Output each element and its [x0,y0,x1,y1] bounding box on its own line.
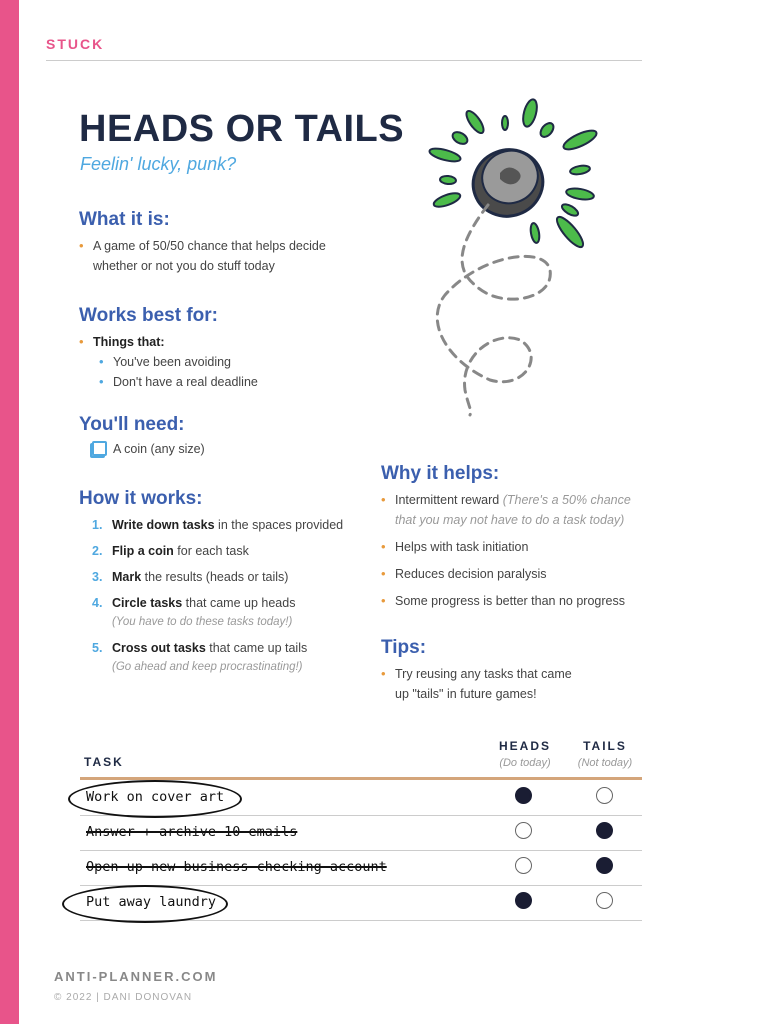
heads-marker-empty[interactable] [515,857,532,874]
step-bold: Cross out tasks [112,641,206,655]
works-best-for-heading: Works best for: [79,305,219,326]
footer-site: ANTI-PLANNER.COM [54,969,218,984]
tails-column-header: TAILS [583,739,627,753]
task-text: Open up new business checking account [86,859,387,875]
tails-marker-empty[interactable] [596,892,613,909]
how-it-works-heading: How it works: [79,488,203,509]
list-item [79,332,339,392]
step-bold: Mark [112,570,142,584]
step-item [92,516,343,535]
reason-note: (There's a 50% chance that you may not have to do a task today) [395,493,631,527]
tails-marker-filled[interactable] [596,857,613,874]
page-title: HEADS OR TAILS [79,108,405,150]
tips-list [381,664,581,704]
step-item [92,639,343,677]
supply-label: A coin (any size) [113,441,205,456]
step-number: 5. [92,641,103,655]
why-it-helps-heading: Why it helps: [381,463,500,484]
step-number: 4. [92,596,103,610]
heads-column-subheader: (Do today) [499,757,551,769]
header-divider [46,60,642,61]
coin-icon [464,140,552,226]
list-lead: Things that: [93,335,165,349]
heads-column-header: HEADS [498,739,551,753]
tips-heading: Tips: [381,637,427,658]
step-number: 3. [92,570,103,584]
checkbox-icon [92,441,107,456]
why-it-helps-list [381,490,631,611]
task-text: Put away laundry [86,894,217,910]
supply-item [92,441,205,456]
list-item: • Try reusing any tasks that came up "tails" in future games! [381,664,581,704]
step-number: 1. [92,518,103,532]
heads-marker-filled[interactable] [515,787,532,804]
tails-column-subheader: (Not today) [577,757,633,769]
reason-text: Intermittent reward [395,493,503,507]
footer-copyright: © 2022 | DANI DONOVAN [54,992,193,1003]
sub-list [93,352,339,392]
list-item: • Some progress is better than no progress [381,591,631,611]
step-note: (Go ahead and keep procrastinating!) [112,661,303,673]
step-item [92,542,343,561]
step-text: the results (heads or tails) [141,570,289,584]
step-bold: Flip a coin [112,544,174,558]
step-bold: Circle tasks [112,596,183,610]
list-item: • Helps with task initiation [381,537,631,557]
side-accent-bar [0,0,19,1024]
task-text: Answer + archive 10 emails [86,824,298,840]
step-item [92,568,343,587]
task-column-header: TASK [84,755,124,769]
page-subtitle: Feelin' lucky, punk? [80,154,237,174]
youll-need-heading: You'll need: [79,414,185,435]
step-item [92,594,343,632]
tails-marker-empty[interactable] [596,787,613,804]
flipping-coin-illustration [420,95,620,425]
task-text: Work on cover art [86,789,225,805]
table-row [80,815,642,851]
list-item: • Reduces decision paralysis [381,564,631,584]
step-number: 2. [92,544,103,558]
tails-marker-filled[interactable] [596,822,613,839]
step-text: that came up heads [182,596,296,610]
heads-marker-filled[interactable] [515,892,532,909]
section-label: STUCK [46,36,105,52]
step-text: that came up tails [205,641,308,655]
step-text: for each task [173,544,249,558]
table-row [80,850,642,886]
list-item [381,490,631,530]
heads-marker-empty[interactable] [515,822,532,839]
list-item: • A game of 50/50 chance that helps decide whether or not you do stuff today [79,236,339,276]
what-it-is-list [79,236,339,276]
works-best-for-list [79,332,339,392]
what-it-is-heading: What it is: [79,209,170,230]
table-row [80,780,642,816]
step-note: (You have to do these tasks today!) [112,616,293,628]
table-row [80,885,642,921]
step-bold: Write down tasks [112,518,215,532]
list-item: • Don't have a real deadline [99,372,339,392]
list-item: • You've been avoiding [99,352,339,372]
steps-list [92,516,343,684]
step-text: in the spaces provided [214,518,344,532]
